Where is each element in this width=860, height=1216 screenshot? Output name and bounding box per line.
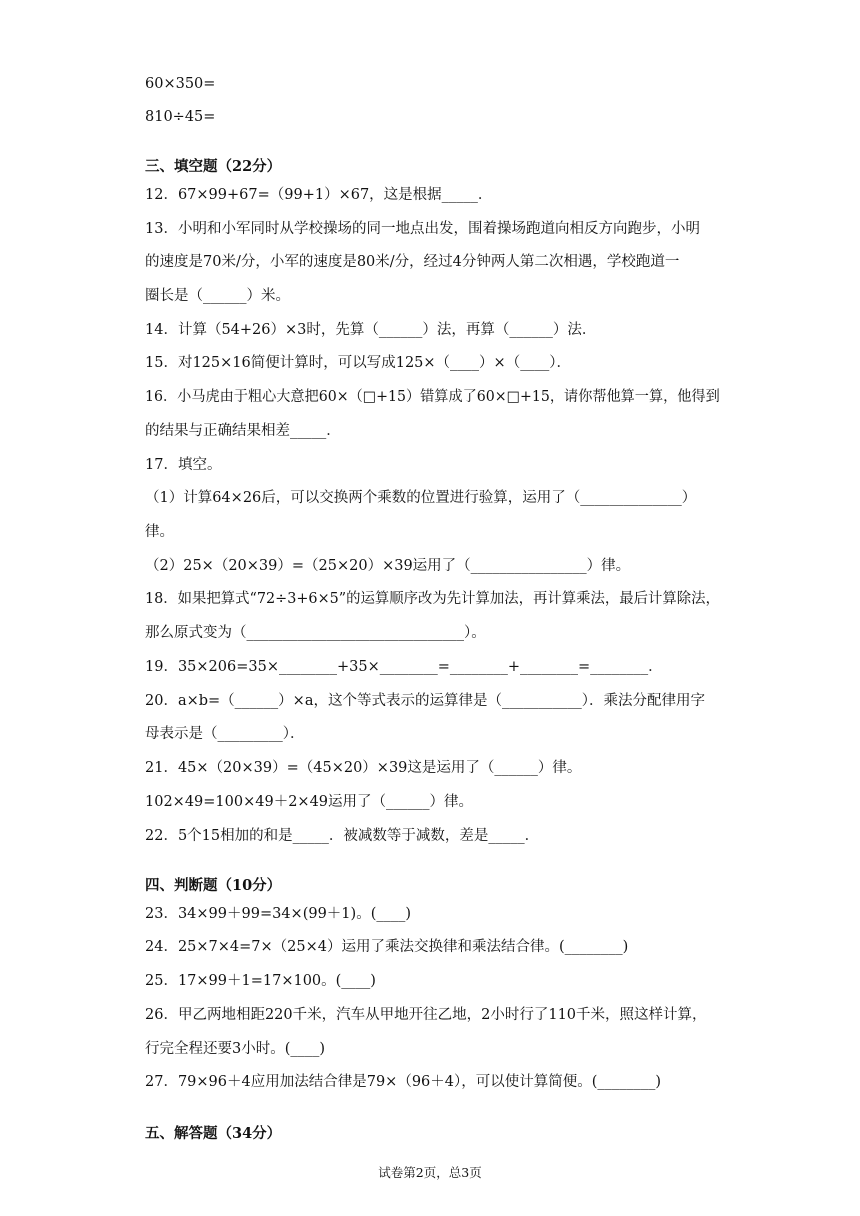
question-15: 15．对125×16简便计算时，可以写成125×（____）×（____）． [145, 355, 571, 371]
question-26-line-1: 26．甲乙两地相距220千米，汽车从甲地开往乙地，2小时行了110千米，照这样计算， [145, 1007, 707, 1023]
question-13-line-3: 圈长是（______）米。 [145, 288, 290, 304]
question-26-line-2: 行完全程还要3小时。(____) [145, 1041, 326, 1057]
section-heading-fill-in: 三、填空题（22分） [145, 158, 282, 175]
question-22: 22．5个15相加的和是_____．被减数等于减数，差是_____． [145, 828, 540, 844]
question-17: 17．填空。 [145, 457, 222, 473]
question-18-line-2: 那么原式变为（______________________________）。 [145, 625, 486, 641]
question-25: 25．17×99＋1=17×100。(____) [145, 973, 376, 989]
question-20-line-2: 母表示是（_________）． [145, 726, 305, 742]
question-27: 27．79×96＋4应用加法结合律是79×（96＋4），可以使计算简便。(________) [145, 1074, 662, 1090]
question-21-line-2: 102×49=100×49＋2×49运用了（______）律。 [145, 794, 474, 810]
question-13-line-1: 13．小明和小军同时从学校操场的同一地点出发，围着操场跑道向相反方向跑步，小明 [145, 221, 700, 237]
question-18-line-1: 18．如果把算式“72÷3+6×5”的运算顺序改为先计算加法，再计算乘法，最后计算除法， [145, 591, 720, 607]
question-13-line-2: 的速度是70米/分，小军的速度是80米/分，经过4分钟两人第二次相遇，学校跑道一 [145, 254, 680, 270]
question-17-part-1-line-1: （1）计算64×26后，可以交换两个乘数的位置进行验算，运用了（______________） [145, 490, 697, 506]
section-heading-solve: 五、解答题（34分） [145, 1125, 282, 1142]
question-12: 12．67×99+67=（99+1）×67，这是根据_____． [145, 187, 493, 203]
question-23: 23．34×99＋99=34×(99＋1)。(____) [145, 906, 412, 922]
section-heading-true-false: 四、判断题（10分） [145, 877, 282, 894]
calc-line-1: 60×350= [145, 76, 216, 92]
question-24: 24．25×7×4=7×（25×4）运用了乘法交换律和乘法结合律。(________) [145, 939, 629, 955]
question-16-line-2: 的结果与正确结果相差_____． [145, 423, 341, 439]
question-17-part-2: （2）25×（20×39）=（25×20）×39运用了（________________）律。 [145, 558, 631, 574]
question-20-line-1: 20．a×b=（______）×a，这个等式表示的运算律是（___________）．乘法分配律用字 [145, 693, 705, 709]
question-16-line-1: 16．小马虎由于粗心大意把60×（□+15）错算成了60×□+15，请你帮他算一算，他得到 [145, 389, 720, 405]
page-footer: 试卷第2页，总3页 [378, 1165, 482, 1180]
question-21-line-1: 21．45×（20×39）=（45×20）×39这是运用了（______）律。 [145, 760, 582, 776]
calc-line-2: 810÷45= [145, 109, 216, 125]
question-14: 14．计算（54+26）×3时，先算（______）法，再算（______）法． [145, 322, 597, 338]
question-17-part-1-line-2: 律。 [145, 524, 174, 540]
question-19: 19．35×206=35×________+35×________=________+________=________． [145, 659, 663, 675]
